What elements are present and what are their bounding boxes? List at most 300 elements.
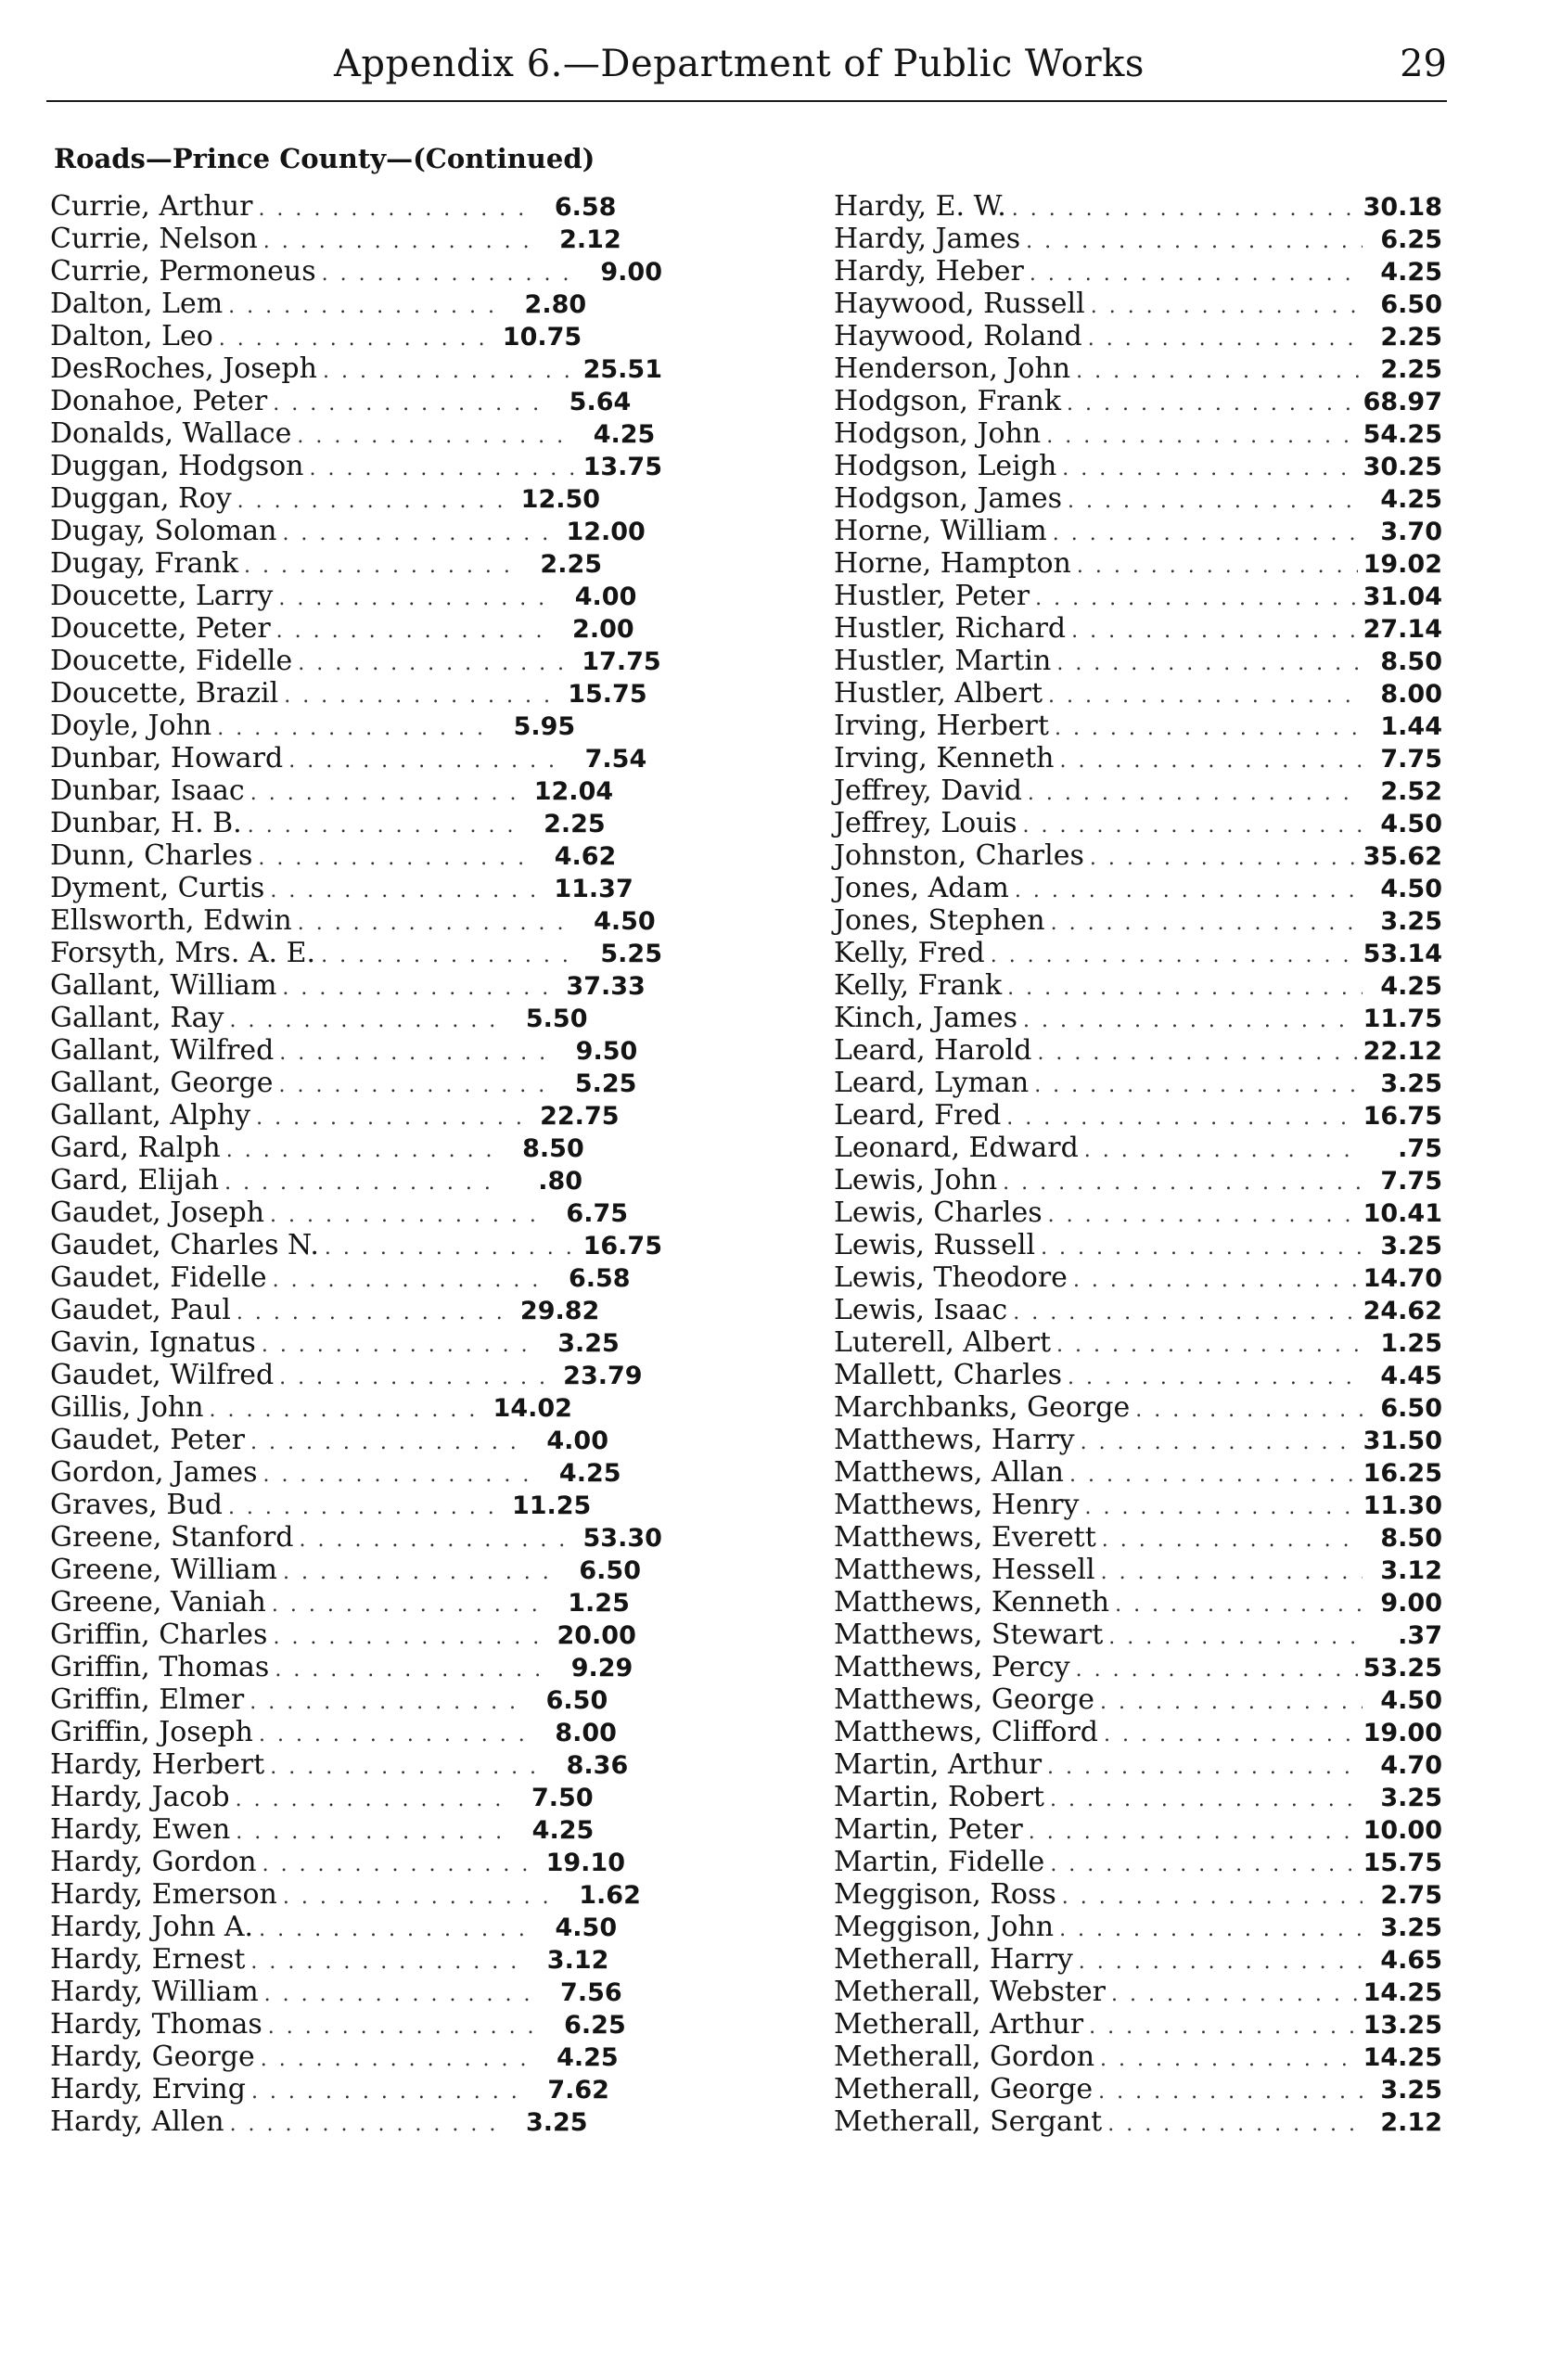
payment-row xyxy=(834,1943,1442,1976)
payment-amount: 16.75 xyxy=(582,1232,662,1260)
payment-amount: 19.02 xyxy=(1363,550,1442,579)
payee-name: Duggan, Hodgson xyxy=(50,450,304,482)
payment-amount: 4.25 xyxy=(531,1816,595,1845)
payment-row xyxy=(50,872,662,904)
payment-row xyxy=(834,1359,1442,1391)
payment-amount: 2.80 xyxy=(524,290,587,319)
dot-leader xyxy=(1088,323,1363,355)
payee-name: Graves, Bud xyxy=(50,1489,223,1521)
payee-name: Irving, Herbert xyxy=(834,710,1049,742)
payment-amount: 10.75 xyxy=(502,323,582,352)
payment-row xyxy=(50,417,662,450)
payee-name: Kelly, Frank xyxy=(834,969,1003,1002)
payment-amount: 15.75 xyxy=(1363,1849,1442,1877)
right-payment-column xyxy=(834,190,1442,2138)
payment-row xyxy=(50,1846,662,1878)
payment-amount: 3.12 xyxy=(546,1946,609,1975)
payment-amount: 8.00 xyxy=(1380,680,1442,709)
payment-row xyxy=(50,1748,662,1781)
dot-leader xyxy=(991,940,1358,972)
payment-row xyxy=(50,2073,662,2105)
payment-amount: .75 xyxy=(1398,1134,1442,1163)
payee-name: Griffin, Charles xyxy=(50,1619,268,1651)
payee-name: Doucette, Brazil xyxy=(50,677,279,710)
payment-row xyxy=(834,1132,1442,1164)
payment-amount: 9.00 xyxy=(600,258,662,287)
payee-name: Hardy, Heber xyxy=(834,255,1024,288)
dot-leader xyxy=(1006,1102,1357,1134)
payee-name: Doucette, Peter xyxy=(50,612,271,645)
payee-name: Matthews, Harry xyxy=(834,1424,1075,1456)
payment-row xyxy=(834,1683,1442,1716)
dot-leader xyxy=(283,1556,561,1589)
payee-name: Hodgson, John xyxy=(834,417,1042,450)
dot-leader xyxy=(258,842,536,875)
payee-name: Matthews, George xyxy=(834,1683,1095,1716)
payment-amount: 68.97 xyxy=(1363,388,1442,416)
dot-leader xyxy=(261,2043,539,2076)
payee-name: Dunbar, H. B. xyxy=(50,807,242,839)
dot-leader xyxy=(228,290,506,323)
payee-name: Hardy, Jacob xyxy=(50,1781,230,1813)
payment-row xyxy=(50,2105,662,2138)
payment-amount: 1.25 xyxy=(1380,1329,1442,1358)
payment-amount: 10.41 xyxy=(1363,1199,1442,1228)
dot-leader xyxy=(1071,615,1357,647)
payment-row xyxy=(834,515,1442,547)
payment-row xyxy=(834,645,1442,677)
payment-row xyxy=(50,1619,662,1651)
dot-leader xyxy=(219,323,497,355)
payee-name: Doucette, Fidelle xyxy=(50,645,293,677)
payment-amount: 2.25 xyxy=(540,550,603,579)
dot-leader xyxy=(278,582,557,615)
dot-leader xyxy=(1048,1199,1358,1232)
payee-name: Gavin, Ignatus xyxy=(50,1326,256,1359)
payee-name: Luterell, Albert xyxy=(834,1326,1052,1359)
payment-row xyxy=(834,1456,1442,1489)
dot-leader xyxy=(1100,1686,1363,1719)
dot-leader xyxy=(1037,1037,1357,1069)
dot-leader xyxy=(1053,518,1363,550)
payee-name: Hustler, Martin xyxy=(834,645,1052,677)
payment-amount: 4.50 xyxy=(1380,1686,1442,1715)
payment-amount: 6.58 xyxy=(554,193,617,222)
payment-row xyxy=(50,223,662,255)
dot-leader xyxy=(273,1621,551,1654)
dot-leader xyxy=(1077,550,1358,582)
dot-leader xyxy=(268,2011,546,2043)
payment-row xyxy=(834,1229,1442,1261)
payee-name: Leonard, Edward xyxy=(834,1132,1079,1164)
dot-leader xyxy=(1026,225,1363,258)
payee-name: Forsyth, Mrs. A. E. xyxy=(50,937,316,969)
dot-leader xyxy=(1068,485,1363,518)
payment-amount: 11.75 xyxy=(1363,1004,1442,1033)
payment-amount: 11.37 xyxy=(554,875,633,903)
dot-leader xyxy=(263,1459,542,1491)
payee-name: Leard, Harold xyxy=(834,1034,1032,1067)
payee-name: Jeffrey, David xyxy=(834,774,1022,807)
payee-name: Ellsworth, Edwin xyxy=(50,904,292,937)
payment-row xyxy=(834,223,1442,255)
payment-amount: 4.65 xyxy=(1380,1946,1442,1975)
payment-row xyxy=(50,1554,662,1586)
payee-name: Horne, William xyxy=(834,515,1047,547)
payee-name: Metherall, George xyxy=(834,2073,1094,2105)
payee-name: Matthews, Hessell xyxy=(834,1554,1095,1586)
payment-amount: 2.75 xyxy=(1380,1881,1442,1910)
dot-leader xyxy=(1041,1232,1363,1264)
dot-leader xyxy=(323,355,578,388)
payee-name: Gaudet, Fidelle xyxy=(50,1261,267,1294)
payee-name: Martin, Arthur xyxy=(834,1748,1043,1781)
payment-amount: 6.50 xyxy=(1380,1394,1442,1423)
payee-name: Hodgson, Leigh xyxy=(834,450,1057,482)
payee-name: Dalton, Lem xyxy=(50,288,224,320)
payment-amount: 2.25 xyxy=(1380,355,1442,384)
payment-amount: 15.75 xyxy=(568,680,647,709)
payment-row xyxy=(834,1261,1442,1294)
dot-leader xyxy=(230,2108,508,2141)
payee-name: Hardy, Ewen xyxy=(50,1813,231,1846)
payment-amount: 13.75 xyxy=(582,453,662,481)
dot-leader xyxy=(259,1913,537,1946)
dot-leader xyxy=(244,550,522,582)
payment-amount: 4.62 xyxy=(554,842,617,871)
payment-amount: 6.50 xyxy=(1380,290,1442,319)
payment-amount: 3.25 xyxy=(557,1329,620,1358)
payee-name: Dyment, Curtis xyxy=(50,872,265,904)
dot-leader xyxy=(322,258,582,290)
payment-amount: 53.25 xyxy=(1363,1654,1442,1683)
payment-row xyxy=(50,1586,662,1619)
payee-name: Griffin, Elmer xyxy=(50,1683,245,1716)
dot-leader xyxy=(217,712,495,745)
payee-name: Johnston, Charles xyxy=(834,839,1084,872)
payee-name: Currie, Permoneus xyxy=(50,255,316,288)
dot-leader xyxy=(1101,1556,1363,1589)
payee-name: Matthews, Clifford xyxy=(834,1716,1098,1748)
payment-amount: 11.30 xyxy=(1363,1491,1442,1520)
payment-amount: 2.12 xyxy=(559,225,621,254)
dot-leader xyxy=(1089,2011,1357,2043)
payment-amount: 31.04 xyxy=(1363,582,1442,611)
dot-leader xyxy=(248,810,526,842)
payment-amount: 35.62 xyxy=(1363,842,1442,871)
payment-row xyxy=(50,320,662,352)
payment-amount: 3.25 xyxy=(1380,1784,1442,1812)
payment-row xyxy=(50,710,662,742)
payee-name: Hustler, Peter xyxy=(834,580,1030,612)
payee-name: Doyle, John xyxy=(50,710,212,742)
payee-name: Lewis, Isaac xyxy=(834,1294,1008,1326)
payment-amount: 1.25 xyxy=(568,1589,630,1618)
payee-name: Gallant, William xyxy=(50,969,277,1002)
payment-amount: 7.50 xyxy=(531,1784,594,1812)
payment-amount: 24.62 xyxy=(1363,1297,1442,1325)
payment-row xyxy=(834,1716,1442,1748)
payment-row xyxy=(834,1294,1442,1326)
dot-leader xyxy=(270,1751,548,1784)
payment-amount: 3.12 xyxy=(1380,1556,1442,1585)
payment-amount: 3.25 xyxy=(1380,907,1442,936)
payee-name: Matthews, Everett xyxy=(834,1521,1096,1554)
dot-leader xyxy=(1073,1264,1358,1297)
payment-amount: 6.25 xyxy=(564,2011,626,2040)
payment-row xyxy=(834,482,1442,515)
dot-leader xyxy=(230,1004,508,1037)
payee-name: Hardy, James xyxy=(834,223,1021,255)
page-number: 29 xyxy=(1400,43,1447,85)
payee-name: Haywood, Roland xyxy=(834,320,1082,352)
payment-row xyxy=(50,677,662,710)
payment-amount: 8.50 xyxy=(1380,647,1442,676)
payment-row xyxy=(50,1813,662,1846)
dot-leader xyxy=(1104,1719,1358,1751)
payment-row xyxy=(50,288,662,320)
payment-row xyxy=(834,2041,1442,2073)
payment-row xyxy=(50,1781,662,1813)
payee-name: Gaudet, Joseph xyxy=(50,1196,265,1229)
payment-row xyxy=(50,1716,662,1748)
payment-row xyxy=(50,1132,662,1164)
dot-leader xyxy=(256,1102,534,1134)
payment-amount: 4.00 xyxy=(574,582,637,611)
payment-amount: 2.52 xyxy=(1380,777,1442,806)
payment-row xyxy=(50,2008,662,2041)
payment-row xyxy=(834,1326,1442,1359)
payment-amount: 9.29 xyxy=(570,1654,633,1683)
payee-name: Martin, Peter xyxy=(834,1813,1023,1846)
payment-amount: 8.36 xyxy=(566,1751,629,1780)
payment-row xyxy=(50,904,662,937)
payee-name: Hustler, Richard xyxy=(834,612,1067,645)
dot-leader xyxy=(325,1232,578,1264)
payment-amount: 8.50 xyxy=(522,1134,584,1163)
dot-leader xyxy=(1059,745,1363,777)
dot-leader xyxy=(279,1362,557,1394)
payment-amount: 4.50 xyxy=(594,907,656,936)
payee-name: Greene, Stanford xyxy=(50,1521,294,1554)
payment-row xyxy=(50,1164,662,1196)
dot-leader xyxy=(298,647,576,680)
payment-row xyxy=(834,1391,1442,1424)
dot-leader xyxy=(250,1946,529,1978)
payment-row xyxy=(50,937,662,969)
dot-leader xyxy=(1100,2043,1358,2076)
payment-row xyxy=(50,515,662,547)
payee-name: Metherall, Arthur xyxy=(834,2008,1084,2041)
dot-leader xyxy=(270,875,548,907)
payee-name: Dalton, Leo xyxy=(50,320,213,352)
payee-name: Matthews, Kenneth xyxy=(834,1586,1110,1619)
payment-row xyxy=(834,807,1442,839)
dot-leader xyxy=(1056,1329,1363,1362)
payment-amount: 6.75 xyxy=(566,1199,629,1228)
dot-leader xyxy=(298,907,576,940)
payment-amount: 25.51 xyxy=(582,355,662,384)
payment-row xyxy=(834,417,1442,450)
dot-leader xyxy=(276,615,555,647)
payee-name: Hardy, Erving xyxy=(50,2073,246,2105)
payment-row xyxy=(834,255,1442,288)
payment-amount: 5.50 xyxy=(525,1004,588,1033)
payee-name: Lewis, Theodore xyxy=(834,1261,1068,1294)
payment-row xyxy=(834,839,1442,872)
payee-name: Dunn, Charles xyxy=(50,839,253,872)
payee-name: Henderson, John xyxy=(834,352,1071,385)
payment-row xyxy=(834,1586,1442,1619)
payment-row xyxy=(50,1521,662,1554)
payment-row xyxy=(834,2073,1442,2105)
payment-row xyxy=(50,385,662,417)
payment-amount: 3.25 xyxy=(1380,1069,1442,1098)
payee-name: Gard, Elijah xyxy=(50,1164,220,1196)
payment-row xyxy=(50,580,662,612)
dot-leader xyxy=(282,972,560,1004)
payment-row xyxy=(834,612,1442,645)
payment-row xyxy=(834,872,1442,904)
payment-amount: 7.62 xyxy=(547,2076,609,2105)
payment-row xyxy=(50,839,662,872)
dot-leader xyxy=(1107,2108,1363,2141)
dot-leader xyxy=(1067,388,1358,420)
dot-leader xyxy=(263,225,542,258)
payee-name: Meggison, John xyxy=(834,1911,1055,1943)
payment-row xyxy=(50,2041,662,2073)
payment-amount: 4.50 xyxy=(1380,810,1442,838)
payment-row xyxy=(834,677,1442,710)
payment-row xyxy=(50,1002,662,1034)
payee-name: Kinch, James xyxy=(834,1002,1018,1034)
payee-name: Hustler, Albert xyxy=(834,677,1043,710)
payment-amount: 53.30 xyxy=(582,1524,662,1553)
dot-leader xyxy=(1102,1524,1363,1556)
dot-leader xyxy=(1007,972,1363,1004)
payee-name: Metherall, Webster xyxy=(834,1976,1106,2008)
payment-amount: 4.25 xyxy=(557,2043,619,2072)
payee-name: Horne, Hampton xyxy=(834,547,1071,580)
payment-row xyxy=(834,320,1442,352)
payment-row xyxy=(834,190,1442,223)
dot-leader xyxy=(270,1199,548,1232)
payee-name: Leard, Fred xyxy=(834,1099,1002,1132)
dot-leader xyxy=(1051,907,1363,940)
payment-row xyxy=(50,450,662,482)
dot-leader xyxy=(1029,1816,1358,1849)
dot-leader xyxy=(1090,842,1358,875)
payment-row xyxy=(834,1781,1442,1813)
payee-name: Gallant, Ray xyxy=(50,1002,224,1034)
payment-row xyxy=(50,352,662,385)
dot-leader xyxy=(278,1069,557,1102)
payment-row xyxy=(834,1196,1442,1229)
dot-leader xyxy=(224,1167,503,1199)
payment-amount: 31.50 xyxy=(1363,1427,1442,1455)
dot-leader xyxy=(1068,1362,1363,1394)
payee-name: Greene, Vaniah xyxy=(50,1586,266,1619)
payee-name: Lewis, John xyxy=(834,1164,998,1196)
dot-leader xyxy=(275,1654,553,1686)
payee-name: Haywood, Russell xyxy=(834,288,1085,320)
dot-leader xyxy=(1076,1654,1358,1686)
payment-row xyxy=(50,645,662,677)
payee-name: Gallant, Wilfred xyxy=(50,1034,275,1067)
payment-amount: 16.75 xyxy=(1363,1102,1442,1131)
payee-name: Dunbar, Isaac xyxy=(50,774,245,807)
payment-amount: 29.82 xyxy=(519,1297,600,1325)
payment-amount: 22.12 xyxy=(1363,1037,1442,1066)
payee-name: Hardy, George xyxy=(50,2041,255,2073)
dot-leader xyxy=(210,1394,488,1427)
payee-name: Griffin, Thomas xyxy=(50,1651,270,1683)
payment-row xyxy=(834,1099,1442,1132)
payment-amount: 9.50 xyxy=(575,1037,638,1066)
payment-amount: 4.25 xyxy=(1380,258,1442,287)
payment-amount: 7.75 xyxy=(1380,1167,1442,1196)
payment-amount: 12.50 xyxy=(520,485,601,514)
payee-name: Dugay, Soloman xyxy=(50,515,277,547)
payment-row xyxy=(50,1976,662,2008)
dot-leader xyxy=(1062,453,1357,485)
dot-leader xyxy=(1062,1881,1363,1913)
page-header xyxy=(46,35,1447,102)
payment-row xyxy=(50,774,662,807)
dot-leader xyxy=(262,1849,541,1881)
dot-leader xyxy=(1081,1427,1358,1459)
dot-leader xyxy=(1023,1004,1358,1037)
payment-row xyxy=(50,1034,662,1067)
dot-leader xyxy=(283,1881,561,1913)
payment-amount: 22.75 xyxy=(540,1102,620,1131)
payee-name: Gaudet, Wilfred xyxy=(50,1359,275,1391)
dot-leader xyxy=(226,1134,505,1167)
payment-amount: 2.25 xyxy=(1380,323,1442,352)
payment-amount: 4.50 xyxy=(555,1913,618,1942)
dot-leader xyxy=(1108,1621,1363,1654)
payment-amount: 9.00 xyxy=(1380,1589,1442,1618)
payee-name: Metherall, Gordon xyxy=(834,2041,1095,2073)
dot-leader xyxy=(237,1297,515,1329)
payment-amount: 4.25 xyxy=(558,1459,621,1488)
dot-leader xyxy=(1091,290,1363,323)
dot-leader xyxy=(258,193,536,225)
payment-amount: 3.25 xyxy=(1380,2076,1442,2105)
payment-amount: 19.00 xyxy=(1363,1719,1442,1747)
payment-row xyxy=(50,1391,662,1424)
payee-name: Dunbar, Howard xyxy=(50,742,284,774)
dot-leader xyxy=(1084,1134,1363,1167)
payment-amount: 3.25 xyxy=(1380,1913,1442,1942)
payee-name: Jones, Adam xyxy=(834,872,1009,904)
payment-row xyxy=(50,612,662,645)
payee-name: Matthews, Allan xyxy=(834,1456,1064,1489)
payment-row xyxy=(834,352,1442,385)
payment-amount: 2.25 xyxy=(544,810,606,838)
payment-amount: 14.70 xyxy=(1363,1264,1442,1293)
dot-leader xyxy=(1030,258,1363,290)
payment-amount: 5.25 xyxy=(574,1069,637,1098)
payee-name: Gaudet, Charles N. xyxy=(50,1229,319,1261)
payment-amount: 8.00 xyxy=(555,1719,617,1747)
dot-leader xyxy=(1013,1297,1357,1329)
payee-name: Gaudet, Peter xyxy=(50,1424,245,1456)
payment-amount: 14.25 xyxy=(1363,2043,1442,2072)
payee-name: Lewis, Charles xyxy=(834,1196,1043,1229)
dot-leader xyxy=(1023,810,1363,842)
dot-leader xyxy=(1055,712,1363,745)
